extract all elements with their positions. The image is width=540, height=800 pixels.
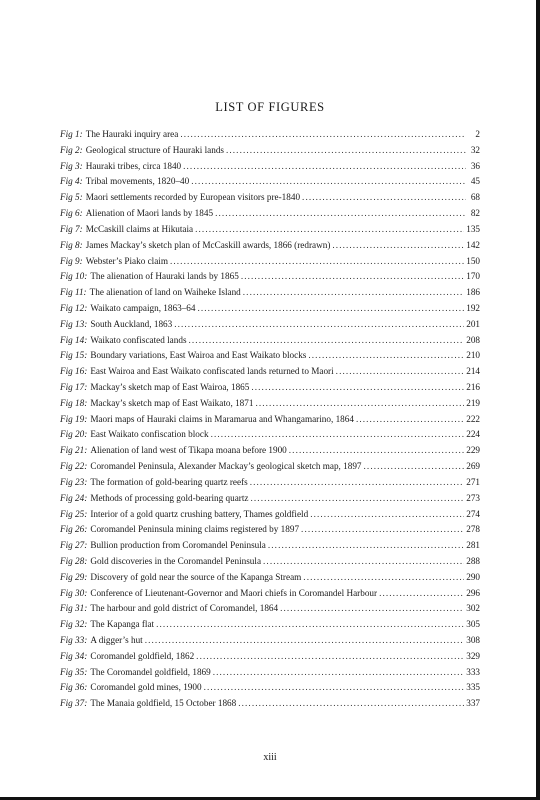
figure-label: Fig 25:	[60, 508, 88, 519]
figure-label: Fig 21:	[60, 445, 88, 456]
figure-entry[interactable]	[60, 538, 480, 554]
figure-page-number: 288	[466, 555, 480, 566]
figure-title: McCaskill claims at Hikutaia	[85, 223, 194, 234]
figure-entry[interactable]	[60, 254, 480, 270]
figure-page-number: 273	[466, 492, 480, 503]
dot-leader	[336, 364, 465, 380]
figure-page-number: 170	[466, 271, 480, 282]
figure-page-number: 271	[466, 476, 480, 487]
figure-page-number: 216	[466, 382, 480, 392]
figure-page-number: 150	[466, 255, 480, 266]
figure-page-number: 308	[466, 635, 480, 645]
figure-page-number: 68	[470, 192, 480, 203]
figure-page-number: 135	[466, 223, 480, 234]
figure-label: Fig 7:	[60, 223, 83, 234]
figure-entry[interactable]	[60, 427, 480, 443]
figure-entry[interactable]	[60, 364, 480, 380]
figure-entry[interactable]	[60, 491, 480, 507]
figure-entry[interactable]	[60, 680, 480, 696]
dot-leader	[196, 649, 464, 665]
figure-entry[interactable]	[60, 554, 480, 570]
figure-title: Coromandel goldfield, 1862	[90, 650, 195, 661]
figure-label: Fig 13:	[60, 318, 88, 329]
figure-title: The Hauraki inquiry area	[85, 129, 179, 139]
dot-leader	[180, 127, 466, 143]
figure-label: Fig 31:	[60, 603, 88, 614]
figure-entry[interactable]	[60, 348, 480, 364]
figure-page-number: 278	[466, 524, 480, 535]
page-heading: LIST OF FIGURES	[215, 100, 325, 114]
figure-page-number: 208	[466, 334, 480, 345]
figure-page-number: 224	[466, 429, 480, 440]
figure-page-number: 32	[470, 144, 480, 155]
figure-title: The harbour and gold district of Coromandel, 1864	[90, 603, 279, 614]
figure-entry[interactable]	[60, 238, 480, 254]
figure-page-number: 210	[466, 350, 480, 361]
figure-page-number: 36	[470, 160, 480, 171]
dot-leader	[156, 617, 464, 633]
figure-title: Maori settlements recorded by European visitors pre-1840	[85, 192, 301, 203]
dot-leader	[280, 601, 464, 617]
figure-page-number: 219	[466, 397, 480, 408]
figure-label: Fig 9:	[60, 255, 83, 266]
figure-label: Fig 2:	[60, 144, 83, 155]
dot-leader	[308, 348, 464, 364]
dot-leader	[302, 190, 466, 206]
dot-leader	[251, 491, 465, 507]
figure-page-number: 274	[466, 508, 480, 519]
dot-leader	[255, 396, 464, 412]
figure-entry[interactable]	[60, 174, 480, 190]
figure-label: Fig 19:	[60, 413, 88, 424]
figure-label: Fig 36:	[60, 682, 88, 693]
figure-page-number: 269	[466, 461, 480, 472]
dot-leader	[211, 427, 465, 443]
dot-leader	[195, 222, 464, 238]
figure-label: Fig 14:	[60, 334, 88, 345]
figure-entry[interactable]	[60, 222, 480, 238]
figure-label: Fig 17:	[60, 382, 88, 392]
dot-leader	[191, 174, 466, 190]
figure-label: Fig 3:	[60, 160, 83, 171]
figure-page-number: 302	[466, 603, 480, 614]
figure-entry[interactable]	[60, 317, 480, 333]
figure-entry[interactable]	[60, 522, 480, 538]
dot-leader	[268, 538, 464, 554]
figure-page-number: 2	[475, 129, 480, 139]
figure-label: Fig 35:	[60, 666, 88, 677]
figure-list	[60, 127, 480, 712]
figure-title: A digger’s hut	[90, 635, 143, 645]
figure-entry[interactable]	[60, 285, 480, 301]
dot-leader	[174, 317, 464, 333]
figure-title: The Kapanga flat	[90, 619, 155, 630]
dot-leader	[243, 285, 464, 301]
figure-label: Fig 29:	[60, 571, 88, 582]
figure-page-number: 142	[466, 239, 480, 250]
figure-title: East Waikato confiscation block	[90, 429, 209, 440]
dot-leader	[379, 586, 464, 602]
figure-label: Fig 18:	[60, 397, 88, 408]
figure-label: Fig 23:	[60, 476, 88, 487]
figure-title: Webster’s Piako claim	[85, 255, 168, 266]
figure-title: The formation of gold-bearing quartz reefs	[90, 476, 248, 487]
figure-label: Fig 4:	[60, 176, 83, 187]
figure-title: Boundary variations, East Wairoa and East Waikato blocks	[90, 350, 307, 361]
figure-label: Fig 28:	[60, 555, 88, 566]
figure-title: Methods of processing gold-bearing quartz	[90, 492, 249, 503]
figure-title: The alienation of Hauraki lands by 1865	[90, 271, 239, 282]
dot-leader	[364, 459, 465, 475]
dot-leader	[332, 238, 464, 254]
figure-title: Alienation of land west of Tikapa moana before 1900	[90, 445, 287, 456]
figure-label: Fig 33:	[60, 635, 88, 645]
figure-label: Fig 15:	[60, 350, 88, 361]
dot-leader	[197, 301, 464, 317]
dot-leader	[238, 696, 464, 712]
figure-title: Conference of Lieutenant-Governor and Maori chiefs in Coromandel Harbour	[90, 587, 378, 598]
figure-title: Coromandel gold mines, 1900	[90, 682, 202, 693]
figure-title: Tribal movements, 1820–40	[85, 176, 190, 187]
dot-leader	[183, 159, 466, 175]
dot-leader	[250, 475, 465, 491]
figure-title: The Coromandel goldfield, 1869	[90, 666, 211, 677]
figure-title: Coromandel Peninsula mining claims registered by 1897	[90, 524, 300, 535]
figure-entry[interactable]	[60, 459, 480, 475]
figure-entry[interactable]	[60, 206, 480, 222]
figure-label: Fig 12:	[60, 302, 88, 313]
figure-title: East Wairoa and East Waikato confiscated lands returned to Maori	[90, 366, 334, 377]
figure-entry[interactable]	[60, 617, 480, 633]
figure-label: Fig 32:	[60, 619, 88, 630]
scan-edge-right	[536, 0, 540, 800]
figure-entry[interactable]	[60, 586, 480, 602]
dot-leader	[226, 143, 466, 159]
figure-entry[interactable]	[60, 396, 480, 412]
dot-leader	[251, 380, 464, 396]
figure-page-number: 229	[466, 445, 480, 456]
figure-entry[interactable]	[60, 269, 480, 285]
figure-page-number: 45	[470, 176, 480, 187]
figure-title: Mackay’s sketch map of East Wairoa, 1865	[90, 382, 250, 392]
figure-entry[interactable]	[60, 601, 480, 617]
figure-title: Mackay’s sketch map of East Waikato, 1871	[90, 397, 254, 408]
figure-entry[interactable]	[60, 301, 480, 317]
figure-entry[interactable]	[60, 159, 480, 175]
figure-title: South Auckland, 1863	[90, 318, 173, 329]
figure-label: Fig 16:	[60, 366, 88, 377]
dot-leader	[215, 206, 466, 222]
figure-label: Fig 24:	[60, 492, 88, 503]
dot-leader	[356, 412, 464, 428]
dot-leader	[301, 522, 464, 538]
figure-entry[interactable]	[60, 696, 480, 712]
figure-title: Waikato campaign, 1863–64	[90, 302, 196, 313]
figure-title: Maori maps of Hauraki claims in Maramarua and Whangamarino, 1864	[90, 413, 354, 424]
figure-title: Coromandel Peninsula, Alexander Mackay’s geological sketch map, 1897	[90, 461, 362, 472]
figure-entry[interactable]	[60, 190, 480, 206]
figure-entry[interactable]	[60, 570, 480, 586]
figure-label: Fig 27:	[60, 540, 88, 551]
figure-title: The alienation of land on Waiheke Island	[89, 287, 241, 298]
figure-title: Geological structure of Hauraki lands	[85, 144, 224, 155]
dot-leader	[213, 665, 464, 681]
figure-label: Fig 26:	[60, 524, 88, 535]
page-number: xiii	[263, 752, 277, 763]
figure-title: Interior of a gold quartz crushing battery, Thames goldfield	[90, 508, 309, 519]
figure-label: Fig 20:	[60, 429, 88, 440]
figure-entry[interactable]	[60, 143, 480, 159]
figure-page-number: 329	[466, 650, 480, 661]
figure-label: Fig 6:	[60, 208, 83, 219]
figure-title: Waikato confiscated lands	[90, 334, 187, 345]
figure-label: Fig 8:	[60, 239, 83, 250]
figure-label: Fig 30:	[60, 587, 88, 598]
figure-page-number: 214	[466, 366, 480, 377]
figure-page-number: 290	[466, 571, 480, 582]
figure-entry[interactable]	[60, 475, 480, 491]
figure-entry[interactable]	[60, 127, 480, 143]
figure-page-number: 82	[470, 208, 480, 219]
figure-title: Hauraki tribes, circa 1840	[85, 160, 182, 171]
figure-entry[interactable]	[60, 443, 480, 459]
figure-entry[interactable]	[60, 507, 480, 523]
figure-title: Discovery of gold near the source of the Kapanga Stream	[90, 571, 302, 582]
dot-leader	[145, 633, 465, 649]
figure-title: Bullion production from Coromandel Peninsula	[90, 540, 266, 551]
figure-entry[interactable]	[60, 649, 480, 665]
figure-page-number: 337	[466, 698, 480, 709]
figure-label: Fig 1:	[60, 129, 83, 139]
figure-page-number: 222	[466, 413, 480, 424]
figure-page-number: 333	[466, 666, 480, 677]
dot-leader	[189, 333, 465, 349]
figure-page-number: 186	[466, 287, 480, 298]
dot-leader	[289, 443, 464, 459]
dot-leader	[303, 570, 464, 586]
figure-label: Fig 11:	[60, 287, 87, 298]
dot-leader	[241, 269, 464, 285]
figure-page-number: 335	[466, 682, 480, 693]
dot-leader	[263, 554, 464, 570]
figure-label: Fig 10:	[60, 271, 88, 282]
figure-page-number: 305	[466, 619, 480, 630]
figure-entry[interactable]	[60, 333, 480, 349]
figure-title: The Manaia goldfield, 15 October 1868	[90, 698, 237, 709]
figure-entry[interactable]	[60, 380, 480, 396]
dot-leader	[310, 507, 464, 523]
figure-label: Fig 34:	[60, 650, 88, 661]
figure-page-number: 281	[466, 540, 480, 551]
figure-title: Alienation of Maori lands by 1845	[85, 208, 214, 219]
figure-entry[interactable]	[60, 665, 480, 681]
figure-entry[interactable]	[60, 412, 480, 428]
figure-label: Fig 37:	[60, 698, 88, 709]
dot-leader	[170, 254, 464, 270]
figure-entry[interactable]	[60, 633, 480, 649]
figure-title: Gold discoveries in the Coromandel Peninsula	[90, 555, 262, 566]
figure-title: James Mackay’s sketch plan of McCaskill awards, 1866 (redrawn)	[85, 239, 331, 250]
dot-leader	[204, 680, 465, 696]
figure-page-number: 192	[466, 302, 480, 313]
figure-label: Fig 22:	[60, 461, 88, 472]
figure-page-number: 296	[466, 587, 480, 598]
figure-page-number: 201	[466, 318, 480, 329]
figure-label: Fig 5:	[60, 192, 83, 203]
